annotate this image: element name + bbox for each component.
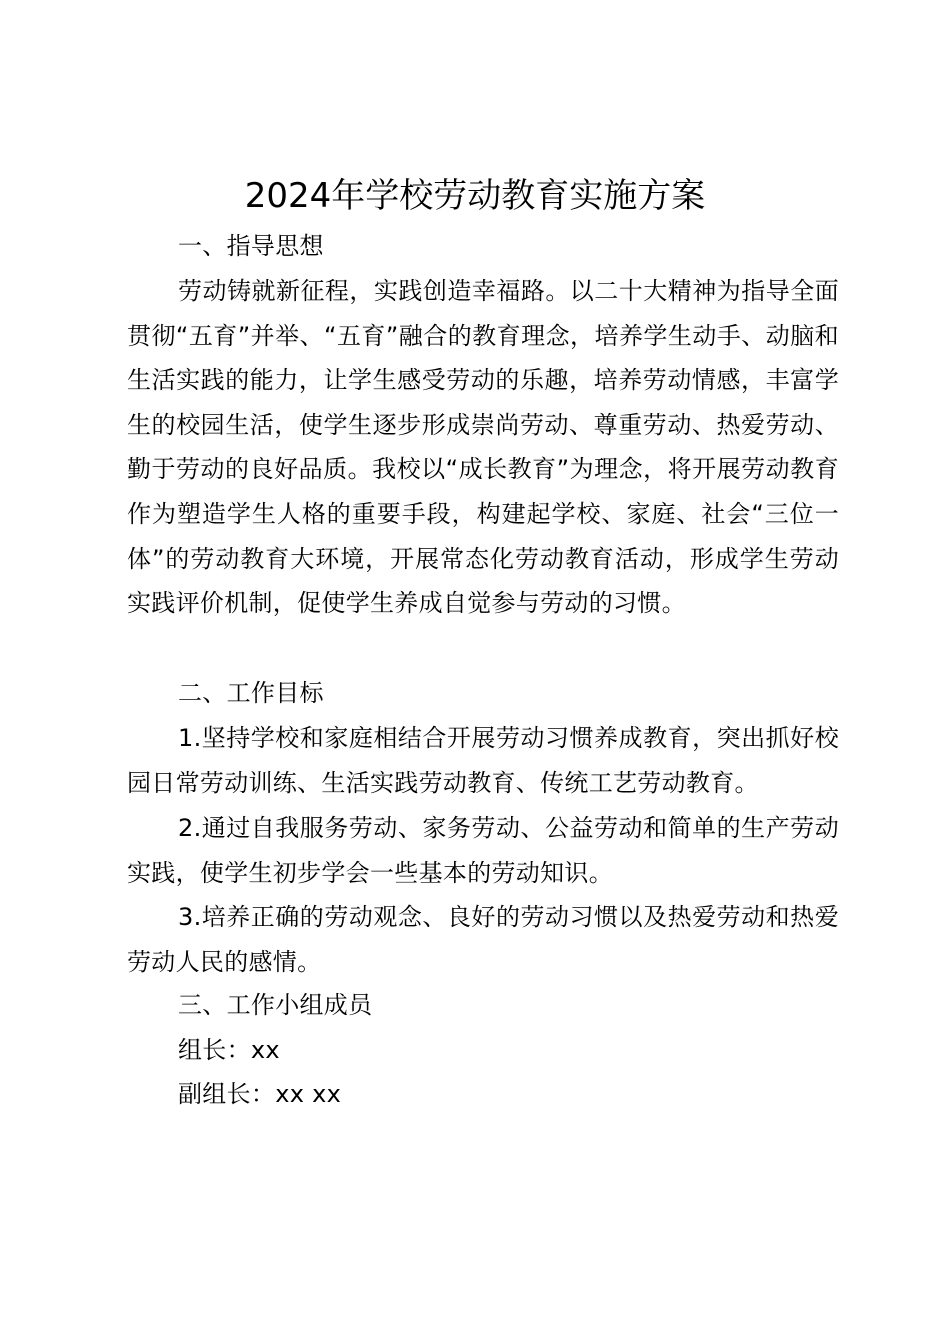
paragraph-goal-1: 1.坚持学校和家庭相结合开展劳动习惯养成教育，突出抓好校园日常劳动训练、生活实践劳动教育、传统工艺劳动教育。: [127, 724, 839, 797]
group-leader-line: 组长：xx: [178, 1036, 280, 1064]
deputy-leader-line: 副组长：xx xx: [178, 1080, 342, 1108]
section-heading-work-group: 三、工作小组成员: [178, 991, 373, 1019]
section-heading-work-goals: 二、工作目标: [178, 679, 324, 707]
paragraph-goal-2: 2.通过自我服务劳动、家务劳动、公益劳动和简单的生产劳动实践，使学生初步学会一些基本的劳动知识。: [127, 814, 839, 887]
section-heading-guiding-ideology: 一、指导思想: [178, 232, 324, 260]
paragraph-goal-3: 3.培养正确的劳动观念、良好的劳动习惯以及热爱劳动和热爱劳动人民的感情。: [127, 903, 839, 976]
paragraph-guiding-ideology: 劳动铸就新征程，实践创造幸福路。以二十大精神为指导全面贯彻“五育”并举、“五育”融合的教育理念，培养学生动手、动脑和生活实践的能力，让学生感受劳动的乐趣，培养劳动情感，丰富学生的校园生活，使学生逐步形成崇尚劳动、尊重劳动、热爱劳动、勤于劳动的良好品质。我校以“成长教育”为理念，将开展劳动教育作为塑造学生人格的重要手段，构建起学校、家庭、社会“三位一体”的劳动教育大环境，开展常态化劳动教育活动，形成学生劳动实践评价机制，促使学生养成自觉参与劳动的习惯。: [127, 277, 839, 618]
document-title: 2024年学校劳动教育实施方案: [244, 176, 706, 216]
